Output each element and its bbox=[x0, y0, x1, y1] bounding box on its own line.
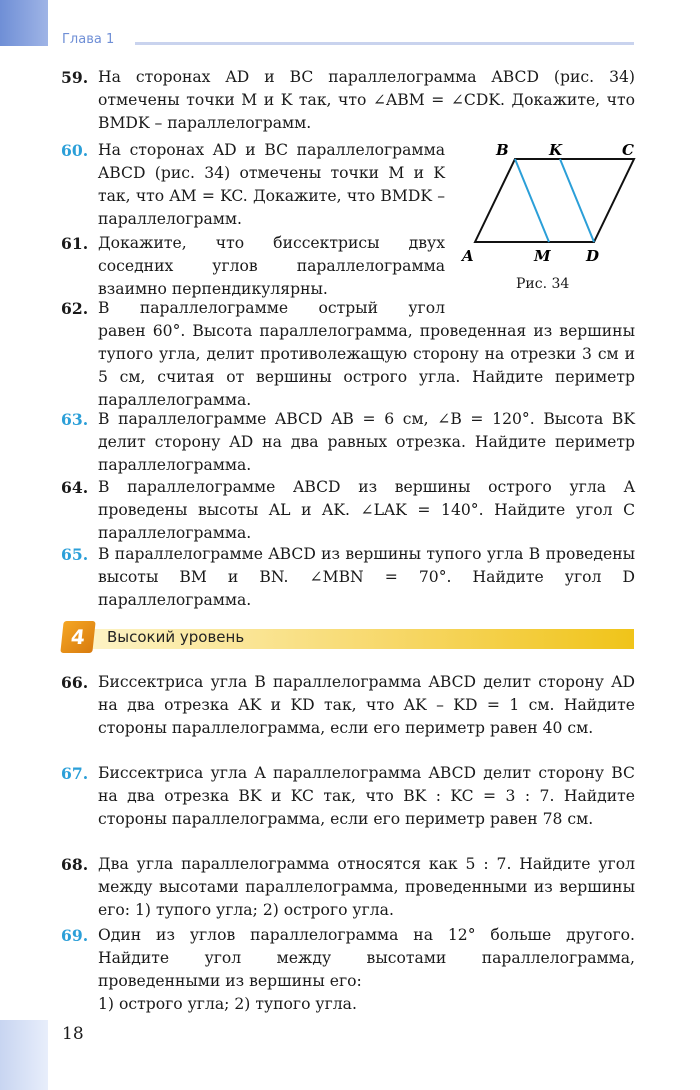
problem-text: Один из углов параллелограмма на 12° больше другого. Найдите угол между высотами параллелограмма, проведенными из вершины его: bbox=[98, 926, 635, 990]
figure-34 bbox=[458, 138, 638, 303]
problem-text: В параллелограмме ABCD AB = 6 см, ∠B = 120°. Высота BK делит сторону AD на два равных отрезка. Найдите периметр параллелограмма. bbox=[98, 410, 635, 474]
page-number: 18 bbox=[62, 1024, 84, 1044]
problem-60 bbox=[61, 139, 445, 231]
problem-answer-options: 1) острого угла; 2) тупого угла. bbox=[98, 995, 357, 1013]
problem-66 bbox=[61, 671, 635, 740]
problem-text: Два угла параллелограмма относятся как 5 : 7. Найдите угол между высотами параллелограмма, проведенными из вершины его: 1) тупого угла; 2) острого угла. bbox=[98, 855, 635, 919]
level-title: Высокий уровень bbox=[107, 628, 245, 646]
parallelogram-diagram bbox=[458, 138, 638, 268]
problem-number: 65. bbox=[61, 545, 89, 564]
problem-number: 63. bbox=[61, 410, 89, 429]
label-d: D bbox=[586, 247, 600, 265]
problem-67 bbox=[61, 762, 635, 831]
problem-59 bbox=[61, 66, 635, 135]
problem-number: 62. bbox=[61, 299, 89, 318]
problem-number: 61. bbox=[61, 234, 89, 253]
problem-text: В параллелограмме ABCD из вершины острого угла A проведены высоты AL и AK. ∠LAK = 140°. Найдите угол C параллелограмма. bbox=[98, 478, 635, 542]
problem-text-first-line: В параллелограмме острый угол bbox=[98, 299, 445, 317]
problem-text: На сторонах AD и BC параллелограмма ABCD (рис. 34) отмечены точки M и K так, что ∠ABM = ∠CDK. Докажите, что BMDK – параллелограмм. bbox=[98, 68, 635, 132]
problem-69 bbox=[61, 924, 635, 1016]
segment-kd bbox=[560, 159, 594, 242]
problem-62 bbox=[61, 297, 635, 412]
problem-68 bbox=[61, 853, 635, 922]
level-4-icon: 4 bbox=[60, 621, 95, 653]
problem-65 bbox=[61, 543, 635, 612]
parallelogram-outline bbox=[475, 159, 634, 242]
problem-number: 69. bbox=[61, 926, 89, 945]
problem-number: 66. bbox=[61, 673, 89, 692]
problem-text: В параллелограмме ABCD из вершины тупого угла B проведены высоты BM и BN. ∠MBN = 70°. Найдите угол D параллелограмма. bbox=[98, 545, 635, 609]
problem-number: 67. bbox=[61, 764, 89, 783]
level-banner bbox=[62, 621, 634, 655]
problem-number: 68. bbox=[61, 855, 89, 874]
problem-number: 64. bbox=[61, 478, 89, 497]
corner-decoration-bottom bbox=[0, 1020, 48, 1090]
label-k: K bbox=[549, 141, 563, 159]
problem-number: 60. bbox=[61, 141, 89, 160]
problem-text: Биссектриса угла A параллелограмма ABCD делит сторону BC на два отрезка BK и KC так, что BK : KC = 3 : 7. Найдите стороны параллелограмма, если его периметр равен 78 см. bbox=[98, 764, 635, 828]
problem-text: На сторонах AD и BC параллелограмма ABCD (рис. 34) отмечены точки M и K так, что AM = KC. Докажите, что BMDK – параллелограмм. bbox=[98, 141, 445, 228]
problem-text: равен 60°. Высота параллелограмма, проведенная из вершины тупого угла, делит противолежащую сторону на отрезки 3 см и 5 см, считая от вершины острого угла. Найдите периметр параллелограмма. bbox=[98, 322, 635, 409]
figure-caption: Рис. 34 bbox=[516, 276, 570, 292]
label-c: C bbox=[622, 141, 634, 159]
label-b: B bbox=[496, 141, 509, 159]
label-m: M bbox=[534, 247, 551, 265]
header-rule bbox=[135, 42, 634, 45]
label-a: A bbox=[462, 247, 474, 265]
problem-61 bbox=[61, 232, 445, 301]
problem-text: Биссектриса угла B параллелограмма ABCD делит сторону AD на два отрезка AK и KD так, что AK – KD = 1 см. Найдите стороны параллелограмма, если его периметр равен 40 см. bbox=[98, 673, 635, 737]
problem-64 bbox=[61, 476, 635, 545]
problem-text: Докажите, что биссектрисы двух соседних углов параллелограмма взаимно перпендикулярны. bbox=[98, 234, 445, 298]
chapter-label: Глава 1 bbox=[62, 32, 115, 47]
corner-decoration-top bbox=[0, 0, 48, 46]
problem-63 bbox=[61, 408, 635, 477]
segment-bm bbox=[515, 159, 549, 242]
problem-number: 59. bbox=[61, 68, 89, 87]
